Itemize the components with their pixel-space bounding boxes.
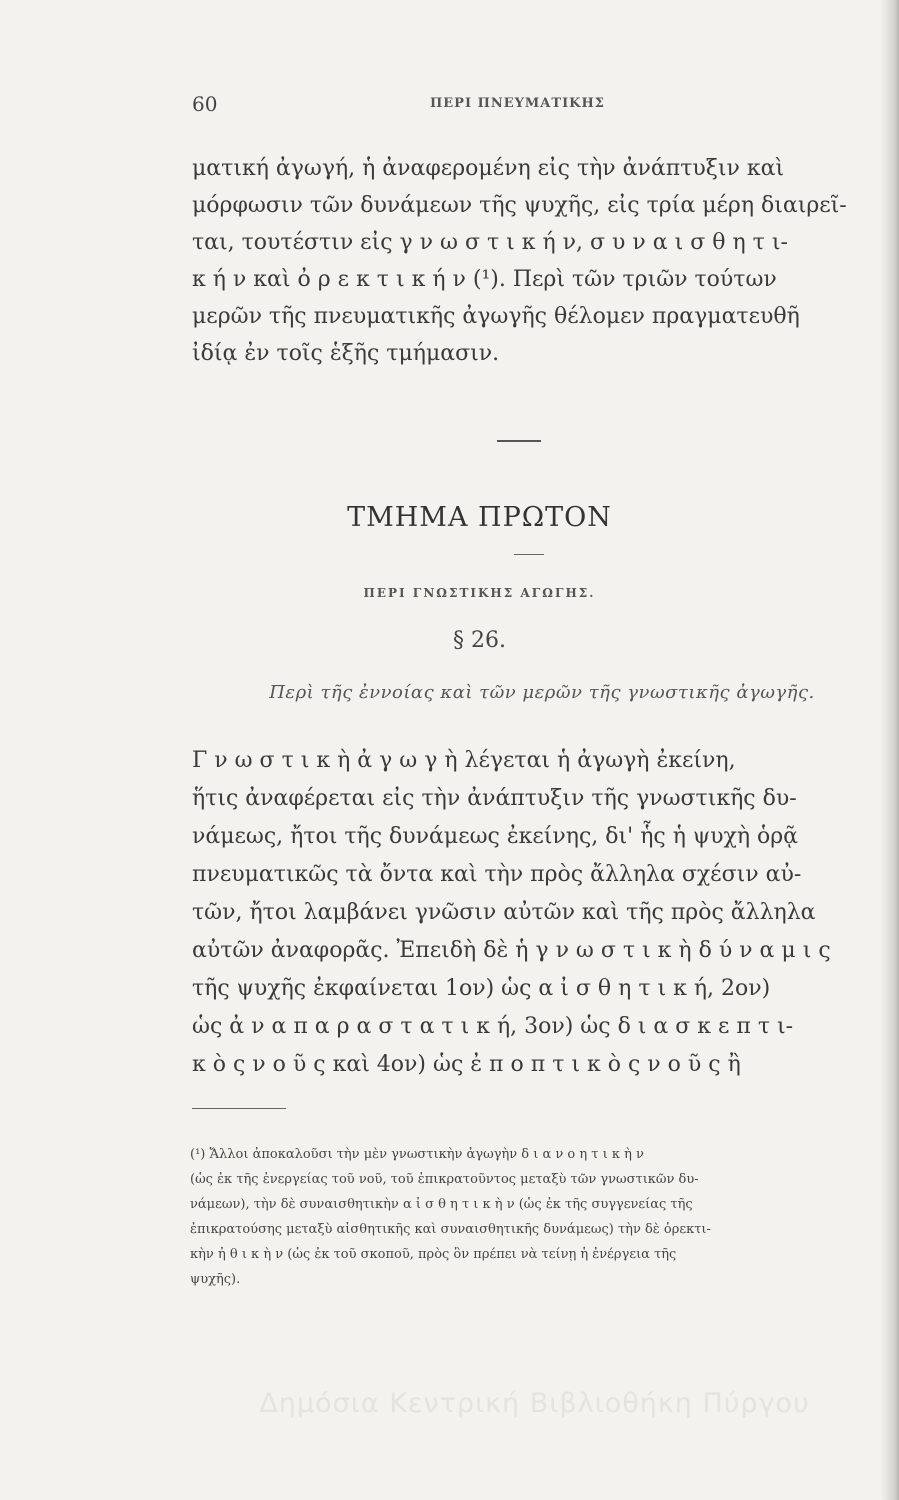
title-divider: [514, 554, 544, 555]
footnote-line: κὴν ἠ θ ι κ ὴ ν (ὡς ἐκ τοῦ σκοποῦ, πρὸς ὃν πρέπει νὰ τείνῃ ἡ ἐνέργεια τῆς: [190, 1247, 677, 1262]
footnote-line: ἐπικρατούσης μεταξὺ αἰσθητικῆς καὶ συναισθητικῆς δυνάμεως) τὴν δὲ ὀρεκτι-: [190, 1222, 711, 1237]
footnote-rule: [192, 1108, 286, 1109]
text-line: ματική ἀγωγή, ἡ ἀναφερομένη εἰς τὴν ἀνάπτυξιν καὶ: [192, 156, 785, 181]
text-line: Γ ν ω σ τ ι κ ὴ ἀ γ ω γ ὴ λέγεται ἡ ἀγωγὴ ἐκείνη,: [192, 748, 736, 773]
text-line: τῆς ψυχῆς ἐκφαίνεται 1ον) ὡς α ἰ σ θ η τ ι κ ή, 2ον): [192, 976, 771, 1001]
subsection-title: ΠΕΡΙ ΓΝΩΣΤΙΚΗΣ ΑΓΩΓΗΣ.: [363, 586, 596, 600]
footnote-line: ψυχῆς).: [190, 1272, 241, 1287]
page-header: [192, 92, 882, 122]
text-line: μερῶν τῆς πνευματικῆς ἀγωγῆς θέλομεν πραγματευθῆ: [192, 304, 800, 329]
text-line: ἰδίᾳ ἐν τοῖς ἑξῆς τμήμασιν.: [192, 341, 500, 366]
library-watermark: Δημόσια Κεντρική Βιβλιοθήκη Πύργου: [259, 1388, 810, 1419]
footnote-line: νάμεων), τὴν δὲ συναισθητικὴν α ἰ σ θ η τ ι κ ὴ ν (ὡς ἐκ τῆς συγγενείας τῆς: [190, 1197, 693, 1212]
text-line: κ ὸ ς ν ο ῦ ς καὶ 4ον) ὡς ἐ π ο π τ ι κ ὸ ς ν ο ῦ ς ἢ: [192, 1052, 741, 1077]
intro-paragraph: [192, 150, 892, 372]
paragraph-number: § 26.: [453, 628, 506, 653]
footnote-line: (¹) Ἄλλοι ἀποκαλοῦσι τὴν μὲν γνωστικὴν ἀγωγὴν δ ι α ν ο η τ ι κ ὴ ν: [190, 1147, 644, 1162]
running-head: ΠΕΡΙ ΠΝΕΥΜΑΤΙΚΗΣ: [430, 96, 605, 111]
body-paragraph: [192, 742, 892, 1084]
footnote: [190, 1142, 894, 1292]
text-line: ται, τουτέστιν εἰς γ ν ω σ τ ι κ ή ν, σ υ ν α ι σ θ η τ ι-: [192, 230, 788, 255]
text-line: ἥτις ἀναφέρεται εἰς τὴν ἀνάπτυξιν τῆς γνωστικῆς δυ-: [192, 786, 797, 811]
text-line: τῶν, ἤτοι λαμβάνει γνῶσιν αὐτῶν καὶ τῆς πρὸς ἄλληλα: [192, 900, 816, 925]
page-number: 60: [192, 92, 218, 116]
paragraph-subtitle: Περὶ τῆς ἐννοίας καὶ τῶν μερῶν τῆς γνωστικῆς ἀγωγῆς.: [269, 682, 815, 703]
text-line: ὡς ἀ ν α π α ρ α σ τ α τ ι κ ή, 3ον) ὡς δ ι α σ κ ε π τ ι-: [192, 1014, 794, 1039]
text-line: νάμεως, ἤτοι τῆς δυνάμεως ἐκείνης, δι' ἧς ἡ ψυχὴ ὁρᾷ: [192, 824, 799, 849]
text-line: κ ή ν καὶ ὀ ρ ε κ τ ι κ ή ν (¹). Περὶ τῶν τριῶν τούτων: [192, 267, 777, 292]
footnote-line: (ὡς ἐκ τῆς ἐνεργείας τοῦ νοῦ, τοῦ ἐπικρατοῦντος μεταξὺ τῶν γνωστικῶν δυ-: [190, 1172, 699, 1187]
section-divider: [497, 440, 541, 442]
section-title: ΤΜΗΜΑ ΠΡΩΤΟΝ: [347, 502, 612, 533]
text-line: πνευματικῶς τὰ ὄντα καὶ τὴν πρὸς ἄλληλα σχέσιν αὐ-: [192, 862, 802, 887]
text-line: αὐτῶν ἀναφορᾶς. Ἐπειδὴ δὲ ἡ γ ν ω σ τ ι κ ὴ δ ύ ν α μ ι ς: [192, 938, 831, 963]
text-line: μόρφωσιν τῶν δυνάμεων τῆς ψυχῆς, εἰς τρία μέρη διαιρεῖ-: [192, 193, 847, 218]
